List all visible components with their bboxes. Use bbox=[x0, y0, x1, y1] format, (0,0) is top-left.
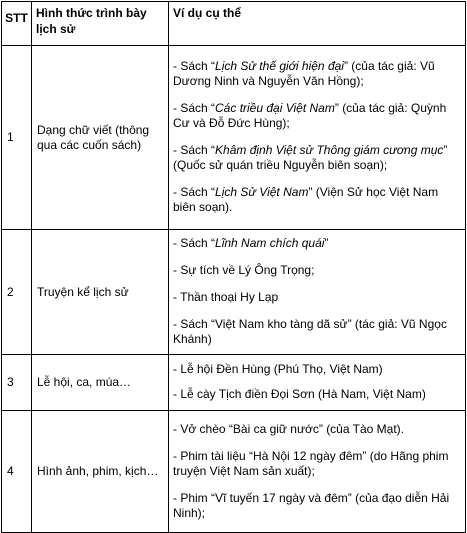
example-item: - Lễ hội Đền Hùng (Phú Thọ, Việt Nam) bbox=[173, 362, 383, 376]
row-stt: 4 bbox=[2, 411, 32, 533]
header-form: Hình thức trình bày lịch sử bbox=[32, 2, 169, 46]
table-row bbox=[2, 230, 466, 355]
example-item: - Sách “Lịch Sử thế giới hiện đại” (của tác giả: Vũ Dương Ninh và Nguyễn Văn Hồng); bbox=[173, 59, 435, 88]
example-item: - Sách “Lịch Sử Việt Nam” (Viện Sử học Việt Nam biên soạn). bbox=[173, 185, 439, 214]
table-row bbox=[2, 355, 466, 411]
row-stt: 1 bbox=[2, 46, 32, 230]
row-form: Truyện kể lịch sử bbox=[32, 230, 169, 355]
example-item: - Phim “Vĩ tuyến 17 ngày và đêm” (của đạo diễn Hải Ninh); bbox=[173, 490, 450, 520]
row-stt: 2 bbox=[2, 230, 32, 355]
example-item: - Sách “Khâm định Việt sử Thông giám cương mục” (Quốc sử quán triều Nguyễn biên soạn); bbox=[173, 143, 448, 172]
example-item: - Sách “Việt Nam kho tàng dã sử” (tác giả: Vũ Ngọc Khánh) bbox=[173, 317, 447, 346]
example-item: - Sự tích về Lý Ông Trọng; bbox=[173, 263, 315, 277]
row-examples bbox=[169, 46, 466, 230]
row-form: Lễ hội, ca, múa… bbox=[32, 355, 169, 411]
example-item: - Thần thoại Hy Lạp bbox=[173, 290, 279, 304]
row-examples bbox=[169, 411, 466, 533]
header-example: Ví dụ cụ thể bbox=[169, 2, 466, 46]
row-examples bbox=[169, 230, 466, 355]
row-examples bbox=[169, 355, 466, 411]
header-stt: STT bbox=[2, 2, 32, 46]
header-row bbox=[2, 2, 466, 46]
example-item: - Phim tài liệu “Hà Nội 12 ngày đêm” (do Hãng phim truyện Việt Nam sản xuất); bbox=[173, 448, 449, 478]
row-form: Hình ảnh, phim, kịch… bbox=[32, 411, 169, 533]
example-item: - Sách “Lĩnh Nam chích quái” bbox=[173, 236, 329, 250]
table-row bbox=[2, 411, 466, 533]
table-row bbox=[2, 46, 466, 230]
history-forms-table bbox=[1, 1, 466, 533]
example-item: - Vở chèo “Bài ca giữ nước” (của Tào Mạt). bbox=[173, 421, 404, 436]
row-stt: 3 bbox=[2, 355, 32, 411]
row-form: Dạng chữ viết (thông qua các cuốn sách) bbox=[32, 46, 169, 230]
example-item: - Lễ cày Tịch điền Đọi Sơn (Hà Nam, Việt Nam) bbox=[173, 387, 426, 401]
example-item: - Sách “Các triều đại Việt Nam” (của tác giả: Quỳnh Cư và Đỗ Đức Hùng); bbox=[173, 101, 447, 130]
